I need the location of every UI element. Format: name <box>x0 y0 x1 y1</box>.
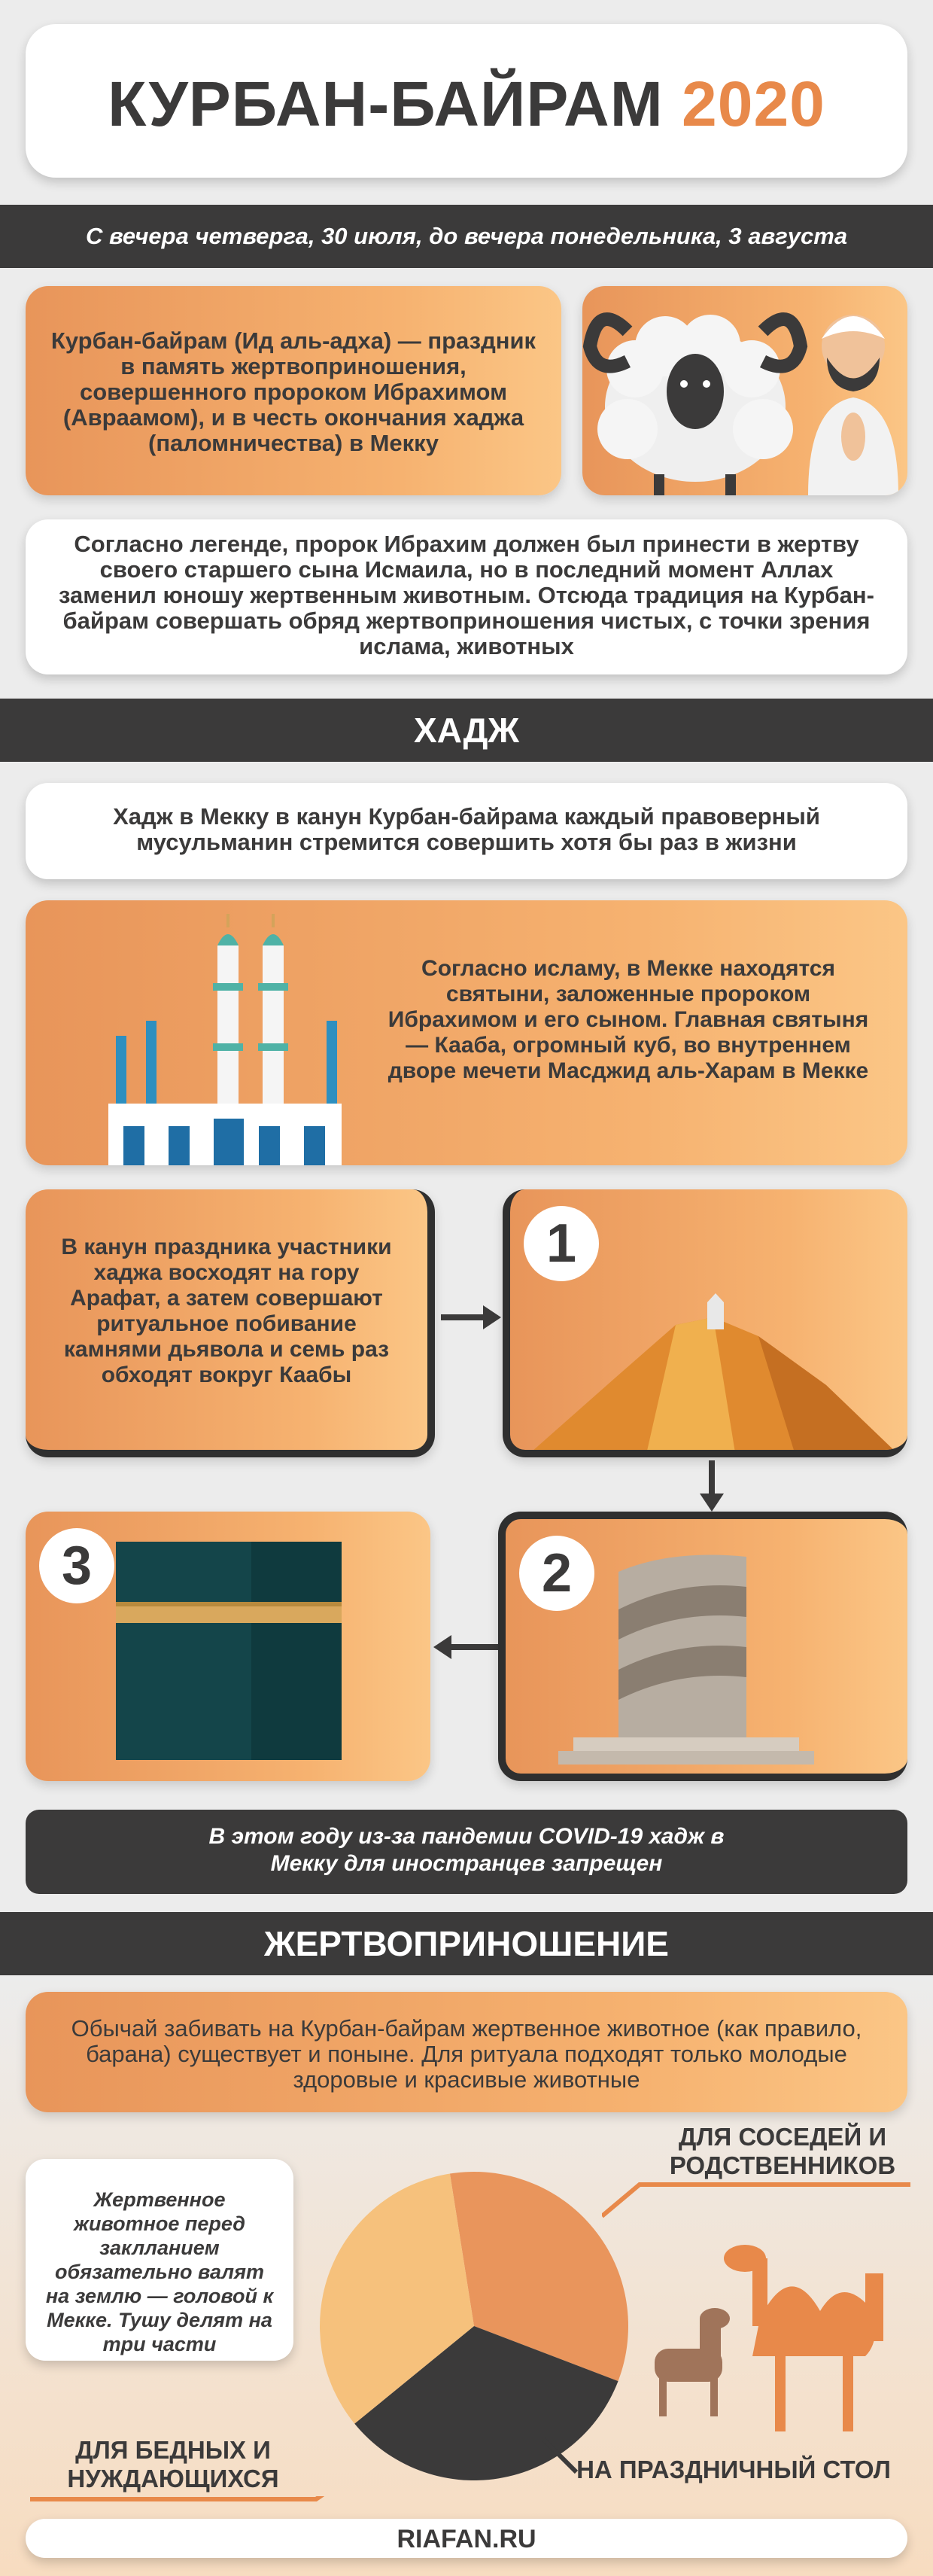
step-1-badge: 1 <box>524 1206 599 1281</box>
legend-text: Согласно легенде, пророк Ибрахим должен был принести в жертву своего старшего сына Исмаила, но в последний момент Аллах заменил юношу жертвенным животным. Отсюда традиция на Курбан-байрам совершать обряд жертвоприношения чистых, с точки зрения ислама, животных <box>59 531 874 659</box>
ritual-text: В канун праздника участники хаджа восходят на гору Арафат, а затем совершают ритуальное побивание камнями дьявола и семь раз обходят вокруг Каабы <box>61 1235 392 1387</box>
mecca-card <box>26 900 907 1165</box>
covid-note-text: В этом году из-за пандемии COVID-19 хадж в Мекку для иностранцев запрещен <box>208 1824 725 1876</box>
intro-body: праздник в память жертвоприношения, совершенного пророком Ибрахимом (Авраамом), и в честь окончания хаджа (паломничества) в Мекку <box>62 327 536 456</box>
dates-bar <box>0 205 933 268</box>
mecca-text: Согласно исламу, в Мекке находятся святыни, заложенные пророком Ибрахимом и его сыном. Главная святыня — Кааба, огромный куб, во внутреннем дворе мечети Масджид аль-Харам в Мекке <box>387 956 869 1083</box>
intro-text <box>48 328 539 456</box>
step-2-badge: 2 <box>519 1536 594 1611</box>
distribution-pie-chart <box>316 2168 632 2484</box>
footer-source: RIAFAN.RU <box>397 2525 536 2553</box>
covid-note-box <box>26 1810 907 1894</box>
camel-and-goat-illustration <box>640 2206 925 2431</box>
pie-label-table: НА ПРАЗДНИЧНЫЙ СТОЛ <box>576 2456 891 2483</box>
arrow-down-icon <box>697 1460 727 1512</box>
step-3-card <box>26 1512 430 1781</box>
mosque-illustration <box>71 900 357 1165</box>
footer-pill <box>26 2519 907 2558</box>
sacrifice-heading: ЖЕРТВОПРИНОШЕНИЕ <box>264 1924 669 1963</box>
hajj-intro-text: Хадж в Мекку в канун Курбан-байрама каждый правоверный мусульманин стремится совершить хотя бы раз в жизни <box>113 803 820 855</box>
title-card <box>26 24 907 178</box>
kaaba-illustration <box>26 1512 430 1781</box>
sacrifice-intro-card <box>26 1992 907 2112</box>
sacrifice-intro-text: Обычай забивать на Курбан-байрам жертвенное животное (как правило, барана) существует и поныне. Для ритуала подходят только молодые здоровые и красивые животные <box>71 2015 862 2093</box>
step-3-badge: 3 <box>39 1528 114 1603</box>
step-2-card <box>498 1512 907 1781</box>
arrow-left-icon <box>430 1632 500 1662</box>
title-text: КУРБАН-БАЙРАМ <box>108 69 664 139</box>
jamarat-pillar-illustration <box>506 1519 907 1781</box>
step-1-card <box>503 1189 907 1457</box>
legend-card <box>26 519 907 674</box>
sacrifice-note-card <box>26 2159 293 2361</box>
pie-label-neighbors: ДЛЯ СОСЕДЕЙ И РОДСТВЕННИКОВ <box>669 2123 896 2179</box>
ram-illustration-card <box>582 286 907 495</box>
sacrifice-note-text: Жертвенное животное перед заклланием обязательно валят на землю — головой к Мекке. Тушу делят на три части <box>45 2188 274 2355</box>
leader-line-table <box>542 2437 587 2483</box>
hajj-intro-card <box>26 783 907 879</box>
dates-text: С вечера четверга, 30 июля, до вечера понедельника, 3 августа <box>85 223 848 249</box>
ram-and-pilgrim-illustration <box>582 286 907 495</box>
arrow-right-icon <box>441 1302 501 1332</box>
hajj-heading-bar <box>0 699 933 762</box>
hajj-heading: ХАДЖ <box>414 711 519 750</box>
sacrifice-heading-bar <box>0 1912 933 1975</box>
mount-arafat-illustration <box>510 1189 907 1457</box>
ritual-card <box>26 1189 435 1457</box>
page-title <box>26 68 907 141</box>
intro-card <box>26 286 561 495</box>
title-year: 2020 <box>682 69 825 139</box>
pie-label-poor: ДЛЯ БЕДНЫХ И НУЖДАЮЩИХСЯ <box>67 2436 279 2492</box>
intro-bold: Курбан-байрам (Ид аль-адха) — <box>50 327 421 354</box>
